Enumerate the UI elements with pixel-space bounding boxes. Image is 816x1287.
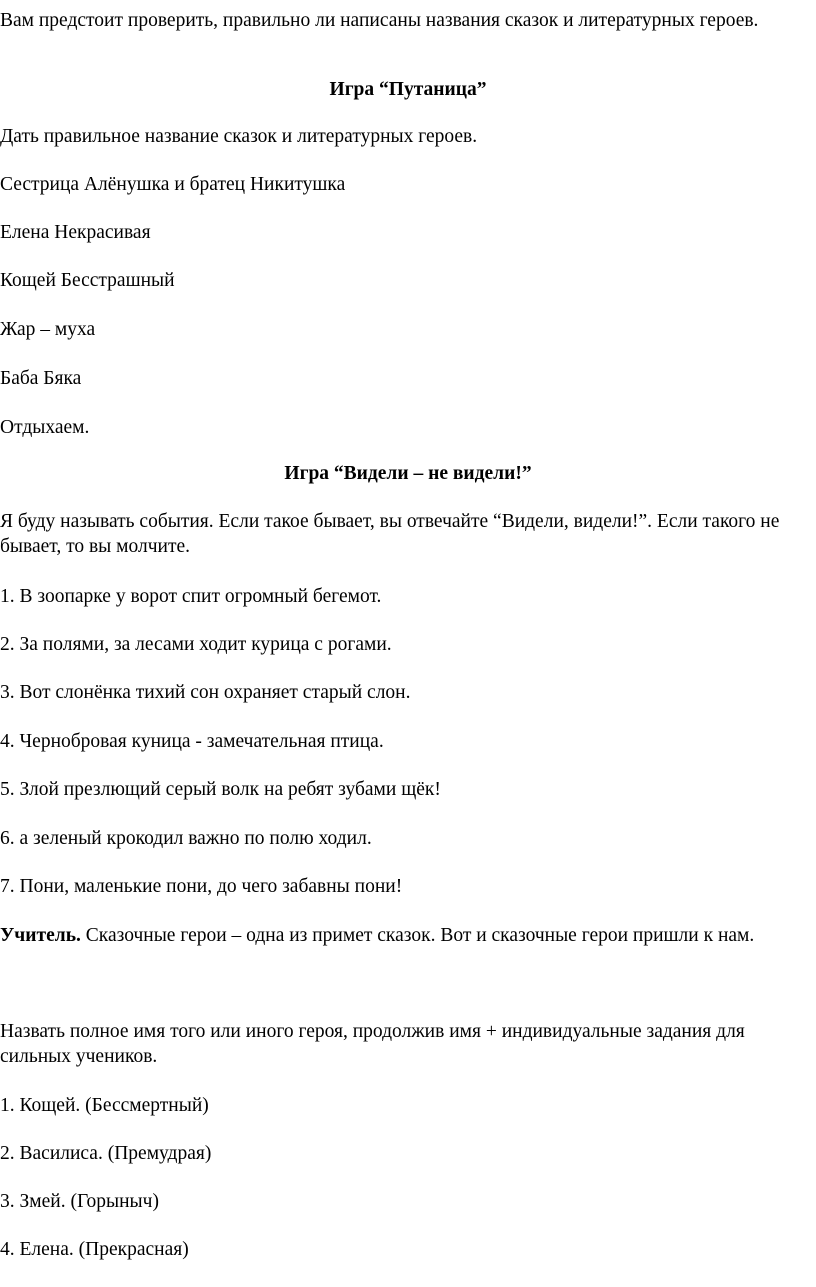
game2-item: 2. За полями, за лесами ходит курица с рогами.	[0, 634, 392, 655]
game1-instruction: Дать правильное название сказок и литературных героев.	[0, 126, 478, 147]
game1-item: Баба Бяка	[0, 368, 82, 389]
game2-title: Игра “Видели – не видели!”	[284, 463, 532, 484]
game2-item: 5. Злой презлющий серый волк на ребят зубами щёк!	[0, 779, 441, 800]
teacher-remark	[0, 923, 816, 948]
task-item: 1. Кощей. (Бессмертный)	[0, 1095, 209, 1116]
teacher-text: Сказочные герои – одна из примет сказок. Вот и сказочные герои пришли к нам.	[80, 925, 755, 946]
task-item: 3. Змей. (Горыныч)	[0, 1191, 159, 1212]
game1-title: Игра “Путаница”	[329, 79, 487, 100]
task-item: 4. Елена. (Прекрасная)	[0, 1239, 189, 1260]
game1-item: Елена Некрасивая	[0, 222, 151, 243]
teacher-label: Учитель.	[0, 925, 81, 946]
game1-item: Сестрица Алёнушка и братец Никитушка	[0, 174, 346, 195]
game2-item: 1. В зоопарке у ворот спит огромный бегемот.	[0, 586, 382, 607]
task-instruction: Назвать полное имя того или иного героя, продолжив имя + индивидуальные задания для сильных учеников.	[0, 1021, 745, 1067]
game2-item: 7. Пони, маленькие пони, до чего забавны пони!	[0, 876, 403, 897]
game1-item: Жар – муха	[0, 319, 96, 340]
intro-paragraph: Вам предстоит проверить, правильно ли написаны названия сказок и литературных героев.	[0, 10, 759, 31]
rest-note: Отдыхаем.	[0, 417, 90, 438]
game2-item: 6. а зеленый крокодил важно по полю ходил.	[0, 828, 372, 849]
game1-item: Кощей Бесстрашный	[0, 270, 175, 291]
game2-item: 4. Чернобровая куница - замечательная птица.	[0, 731, 384, 752]
task-item: 2. Василиса. (Премудрая)	[0, 1143, 212, 1164]
game2-item: 3. Вот слонёнка тихий сон охраняет старый слон.	[0, 682, 411, 703]
game2-instruction: Я буду называть события. Если такое бывает, вы отвечайте “Видели, видели!”. Если такого не бывает, то вы молчите.	[0, 511, 780, 557]
